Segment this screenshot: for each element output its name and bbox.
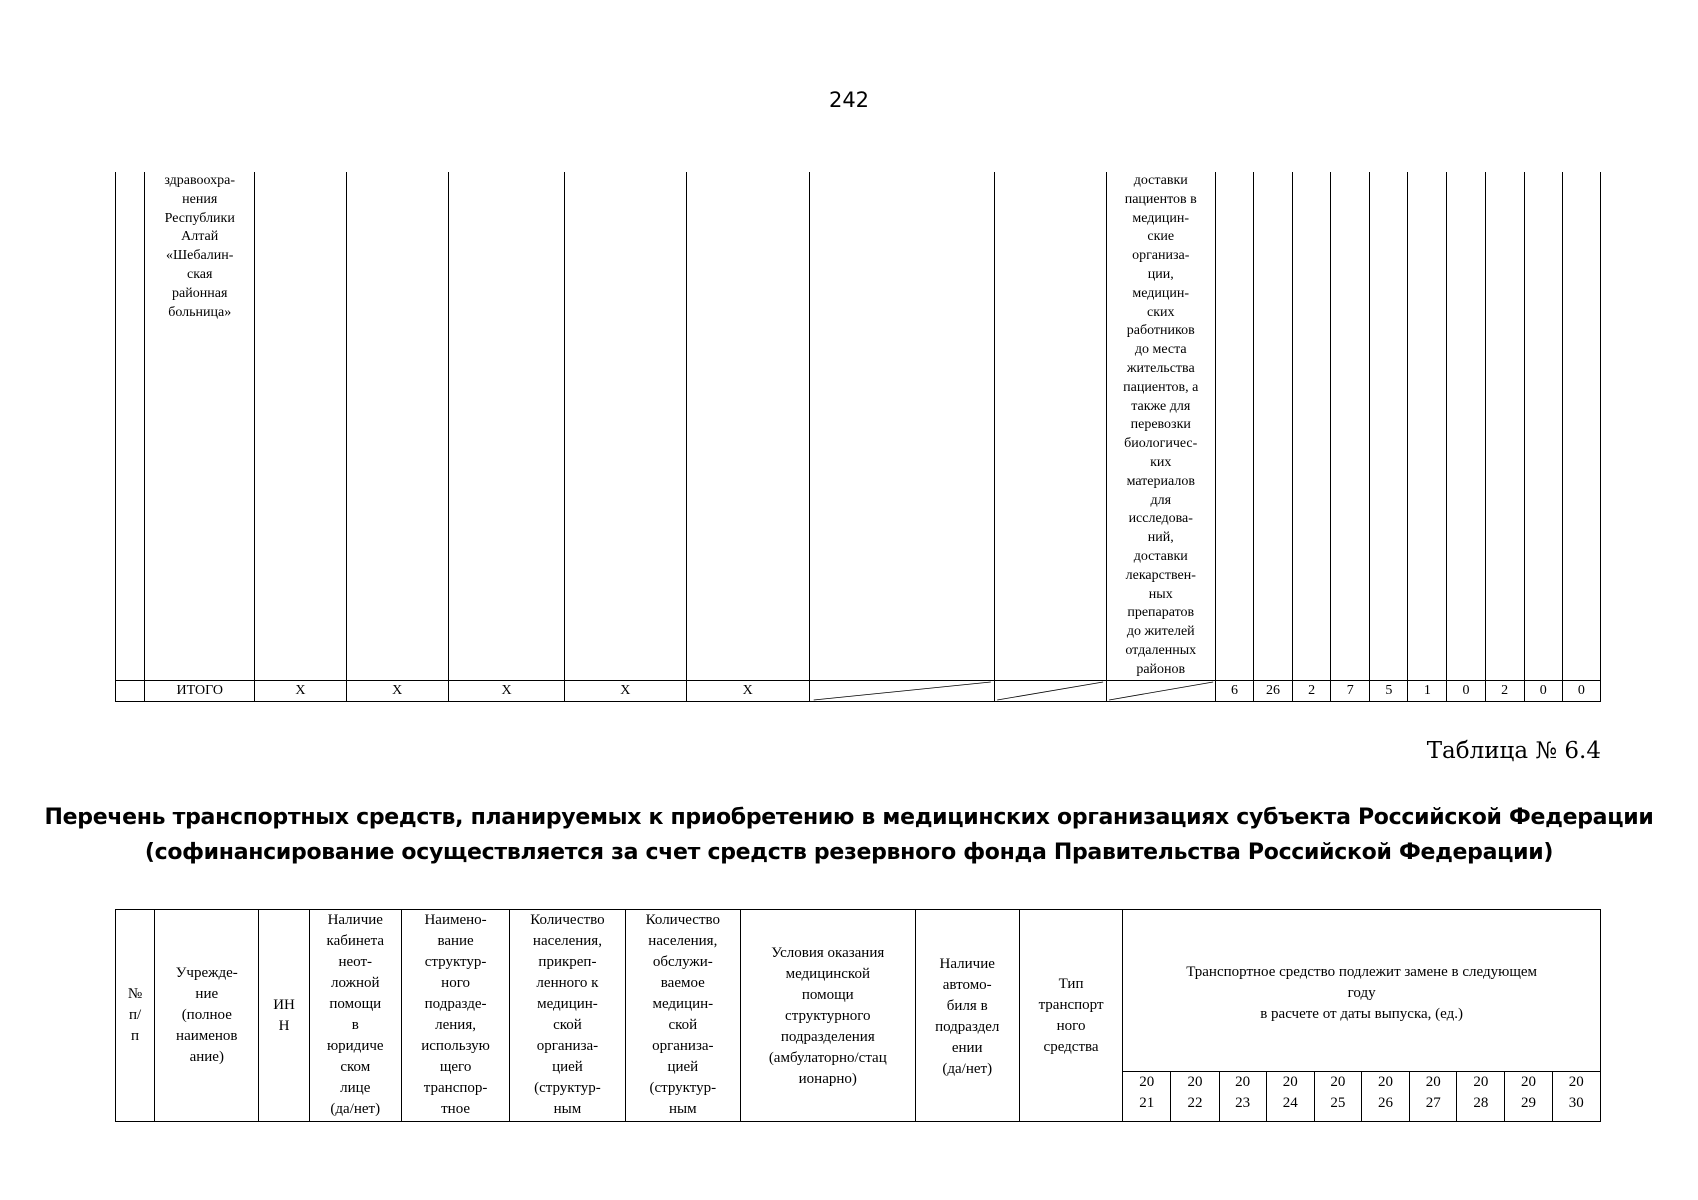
header-attached-population: Количество населения, прикреп- ленного к медицин- ской организа- цией (структур- ным	[510, 910, 625, 1122]
year-2028: 20 28	[1457, 1072, 1505, 1122]
continuation-table	[115, 172, 1601, 702]
cell-empty	[1408, 172, 1447, 680]
year-2023: 20 23	[1219, 1072, 1266, 1122]
header-inn: ИН Н	[259, 910, 309, 1122]
diagonal-cell	[995, 680, 1106, 701]
total-label: ИТОГО	[145, 680, 255, 701]
header-institution: Учрежде- ние (полное наименов ание)	[155, 910, 259, 1122]
x-mark: X	[255, 680, 346, 701]
total-value: 26	[1253, 680, 1292, 701]
table-number-label: Таблица № 6.4	[1426, 738, 1601, 764]
x-mark: X	[565, 680, 686, 701]
purpose-cell: доставки пациентов в медицин- ские организа- ции, медицин- ских работников до места жительства пациентов, а также для перевозки биологичес- ких материалов для исследова- ний, доставки лекарствен- ных препаратов до жителей отдаленных районов	[1106, 172, 1215, 680]
total-value: 1	[1408, 680, 1447, 701]
x-mark: X	[448, 680, 564, 701]
cell-empty	[1524, 172, 1562, 680]
year-2030: 20 30	[1552, 1072, 1600, 1122]
cell-empty	[1293, 172, 1331, 680]
year-2021: 20 21	[1123, 1072, 1171, 1122]
diagonal-cell	[1106, 680, 1215, 701]
total-value: 7	[1331, 680, 1370, 701]
cell-empty	[1331, 172, 1370, 680]
cell-empty	[116, 680, 145, 701]
header-care-conditions: Условия оказания медицинской помощи структурного подразделения (амбулаторно/стац ионарно)	[741, 910, 916, 1122]
year-2029: 20 29	[1505, 1072, 1552, 1122]
cell-empty	[1447, 172, 1485, 680]
year-2025: 20 25	[1314, 1072, 1361, 1122]
cell-empty	[1370, 172, 1408, 680]
year-2027: 20 27	[1410, 1072, 1457, 1122]
cell-empty	[1215, 172, 1253, 680]
x-mark: X	[346, 680, 448, 701]
table-heading	[0, 800, 1698, 870]
header-served-population: Количество населения, обслужи- ваемое медицин- ской организа- цией (структур- ным	[625, 910, 740, 1122]
heading-line-2: (софинансирование осуществляется за счет средств резервного фонда Правительства Российской Федерации)	[144, 840, 1554, 865]
total-value: 5	[1370, 680, 1408, 701]
header-car-availability: Наличие автомо- биля в подраздел ении (да/нет)	[915, 910, 1019, 1122]
cell-empty	[1485, 172, 1524, 680]
header-division: Наимено- вание структур- ного подразде- ления, использую щего транспор- тное	[401, 910, 509, 1122]
header-vehicle-type: Тип транспорт ного средства	[1019, 910, 1122, 1122]
total-value: 2	[1293, 680, 1331, 701]
page-number: 242	[828, 88, 870, 112]
cell-empty	[116, 172, 145, 680]
heading-line-1: Перечень транспортных средств, планируемых к приобретению в медицинских организациях субъекта Российской Федерации	[44, 805, 1654, 830]
institution-cell: здравоохра- нения Республики Алтай «Шебалин- ская районная больница»	[145, 172, 255, 680]
total-value: 2	[1485, 680, 1524, 701]
total-value: 0	[1524, 680, 1562, 701]
header-replacement-years: Транспортное средство подлежит замене в следующем году в расчете от даты выпуска, (ед.)	[1123, 910, 1601, 1072]
cell-empty	[565, 172, 686, 680]
total-value: 0	[1447, 680, 1485, 701]
total-value: 0	[1562, 680, 1600, 701]
year-2026: 20 26	[1361, 1072, 1409, 1122]
cell-empty	[686, 172, 809, 680]
cell-empty	[1253, 172, 1292, 680]
header-cabinet: Наличие кабинета неот- ложной помощи в юридиче ском лице (да/нет)	[309, 910, 401, 1122]
cell-empty	[809, 172, 994, 680]
total-value: 6	[1215, 680, 1253, 701]
diagonal-cell	[809, 680, 994, 701]
x-mark: X	[686, 680, 809, 701]
year-2024: 20 24	[1266, 1072, 1314, 1122]
cell-empty	[1562, 172, 1600, 680]
vehicles-table	[115, 909, 1601, 1122]
cell-empty	[255, 172, 346, 680]
header-num: № п/ п	[116, 910, 155, 1122]
cell-empty	[346, 172, 448, 680]
cell-empty	[995, 172, 1106, 680]
year-2022: 20 22	[1171, 1072, 1219, 1122]
cell-empty	[448, 172, 564, 680]
